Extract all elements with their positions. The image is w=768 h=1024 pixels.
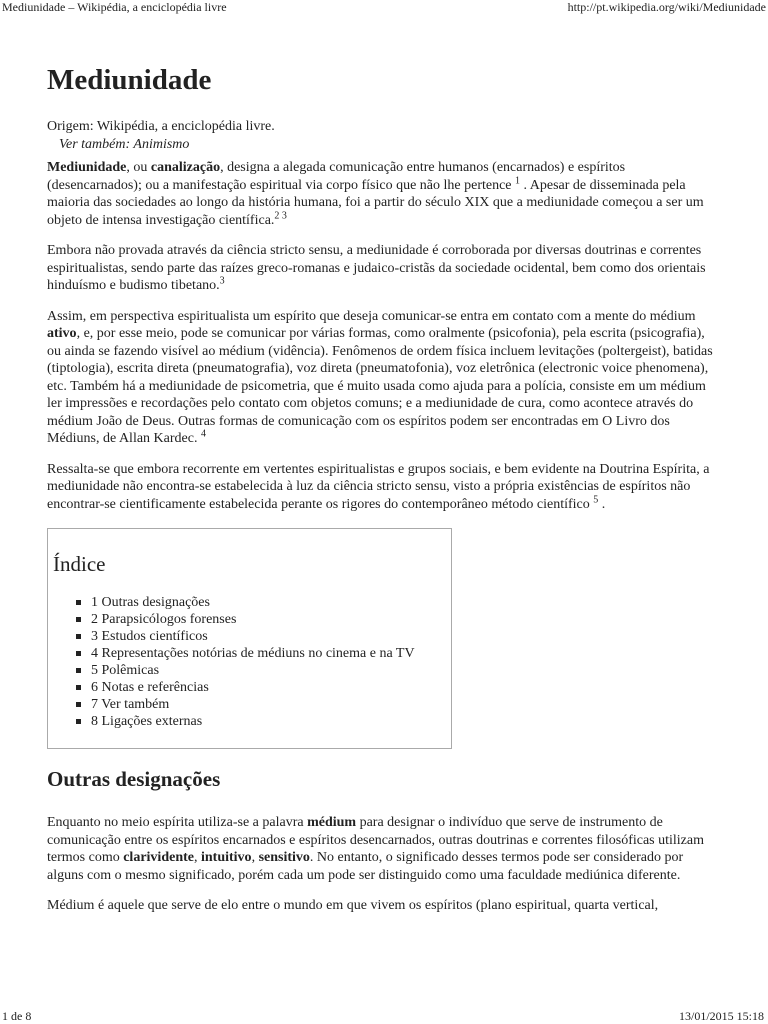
toc-item[interactable]: 8 Ligações externas: [76, 713, 415, 730]
paragraph-4: Ressalta-se que embora recorrente em vertentes espiritualistas e grupos sociais, e bem evidente na Doutrina Espírita, a mediunidade não encontra-se estabelecida à luz da ciência stricto sensu, visto a própria existências de espíritos não encontrar-se cientificamente estabelecida perante os rigores do contemporâneo método científico $^5$ .: [47, 461, 710, 512]
section-paragraph-1: Enquanto no meio espírita utiliza-se a palavra médium para designar o indivíduo que serve de instrumento de comunicação entre os espíritos encarnados e espíritos desencarnados, outras doutrinas e correntes filosóficas utilizam termos como clarividente, intuitivo, sensitivo. No entanto, o significado desses termos pode ser considerado por alguns com o mesmo significado, porém cada um pode ser distinguido como uma faculdade mediúnica diferente.: [47, 815, 704, 883]
bullet-icon: [76, 634, 81, 639]
term-medium: médium: [307, 815, 357, 830]
table-of-contents: [47, 528, 452, 749]
hatnote[interactable]: Ver também: Animismo: [59, 137, 190, 152]
print-header-title: Mediunidade – Wikipédia, a enciclopédia livre: [2, 0, 227, 14]
article-content: [47, 60, 722, 928]
page-title: Mediunidade: [47, 64, 212, 96]
reference-link[interactable]: 1: [515, 174, 521, 186]
bullet-icon: [76, 668, 81, 673]
term-ativo: ativo: [47, 326, 77, 341]
term-canalizacao: canalização: [150, 160, 221, 175]
site-tagline: Origem: Wikipédia, a enciclopédia livre.: [47, 119, 275, 134]
bullet-icon: [76, 651, 81, 656]
reference-link[interactable]: 5: [593, 493, 599, 505]
toc-item[interactable]: 7 Ver também: [76, 696, 415, 713]
toc-item[interactable]: 6 Notas e referências: [76, 679, 415, 696]
page-number: 1 de 8: [2, 1009, 32, 1023]
bullet-icon: [76, 685, 81, 690]
toc-item[interactable]: 3 Estudos científicos: [76, 628, 415, 645]
term-mediunidade: Mediunidade: [47, 160, 127, 175]
reference-link[interactable]: 2: [274, 209, 280, 221]
paragraph-intro: Mediunidade, ou canalização, designa a alegada comunicação entre humanos (encarnados) e espíritos (desencarnados); ou a manifestação espiritual via corpo físico que não lhe pertence $^1$ . Apesar de disseminada pela maioria das sociedades ao longo da história humana, foi a partir do século XIX que a mediunidade começou a ser um objeto de intensa investigação científica.$^{2 3}$: [47, 160, 704, 228]
paragraph-2: Embora não provada através da ciência stricto sensu, a mediunidade é corroborada por diversas doutrinas e correntes espiritualistas, sendo parte das raízes greco-romanas e judaico-cristãs da sociedade ocidental, bem como dos orientais hinduísmo e budismo tibetano.$^3$: [47, 243, 706, 293]
print-header: [0, 0, 768, 16]
term-sensitivo: sensitivo: [258, 850, 310, 865]
term-clarividente: clarividente: [123, 850, 194, 865]
section-paragraph-2: Médium é aquele que serve de elo entre o mundo em que vivem os espíritos (plano espiritual, quarta vertical,: [47, 898, 659, 913]
reference-link[interactable]: 3: [281, 209, 287, 221]
paragraph-3: Assim, em perspectiva espiritualista um espírito que deseja comunicar-se entra em contato com a mente do médium ativo, e, por esse meio, pode se comunicar por várias formas, como oralmente (psicofonia), pela escrita (psicografia), ou ainda se fazendo visível ao médium (vidência). Fenômenos de ordem física incluem levitações (poltergeist), batidas (tiptologia), escrita direta (pneumatografia), voz direta (pneumatofonia), voz eletrônica (electronic voice phenomena), etc. Também há a mediunidade de psicometria, que é muito usada como ajuda para a polícia, consiste em um médium ler impressões e recordações pelo contato com objetos comuns; e a mediunidade de cura, como acontece através do médium João de Deus. Outras formas de comunicação com os espíritos podem ser encontradas em O Livro dos Médiuns, de Allan Kardec. $^4$: [47, 308, 713, 446]
bullet-icon: [76, 719, 81, 724]
print-header-url[interactable]: http://pt.wikipedia.org/wiki/Mediunidade: [567, 0, 766, 14]
print-datetime: 13/01/2015 15:18: [678, 1009, 764, 1023]
section-heading-outras-designacoes: Outras designações: [47, 767, 221, 791]
bullet-icon: [76, 702, 81, 707]
reference-link[interactable]: 4: [200, 428, 206, 440]
print-footer: [0, 1009, 768, 1024]
toc-title: Índice: [53, 552, 106, 576]
bullet-icon: [76, 617, 81, 622]
reference-link[interactable]: 3: [219, 275, 225, 287]
term-intuitivo: intuitivo: [200, 850, 252, 865]
bullet-icon: [76, 600, 81, 605]
toc-list: [76, 594, 415, 730]
toc-item[interactable]: 4 Representações notórias de médiuns no cinema e na TV: [76, 645, 415, 662]
toc-item[interactable]: 2 Parapsicólogos forenses: [76, 611, 415, 628]
toc-item[interactable]: 5 Polêmicas: [76, 662, 415, 679]
toc-item[interactable]: 1 Outras designações: [76, 594, 415, 611]
